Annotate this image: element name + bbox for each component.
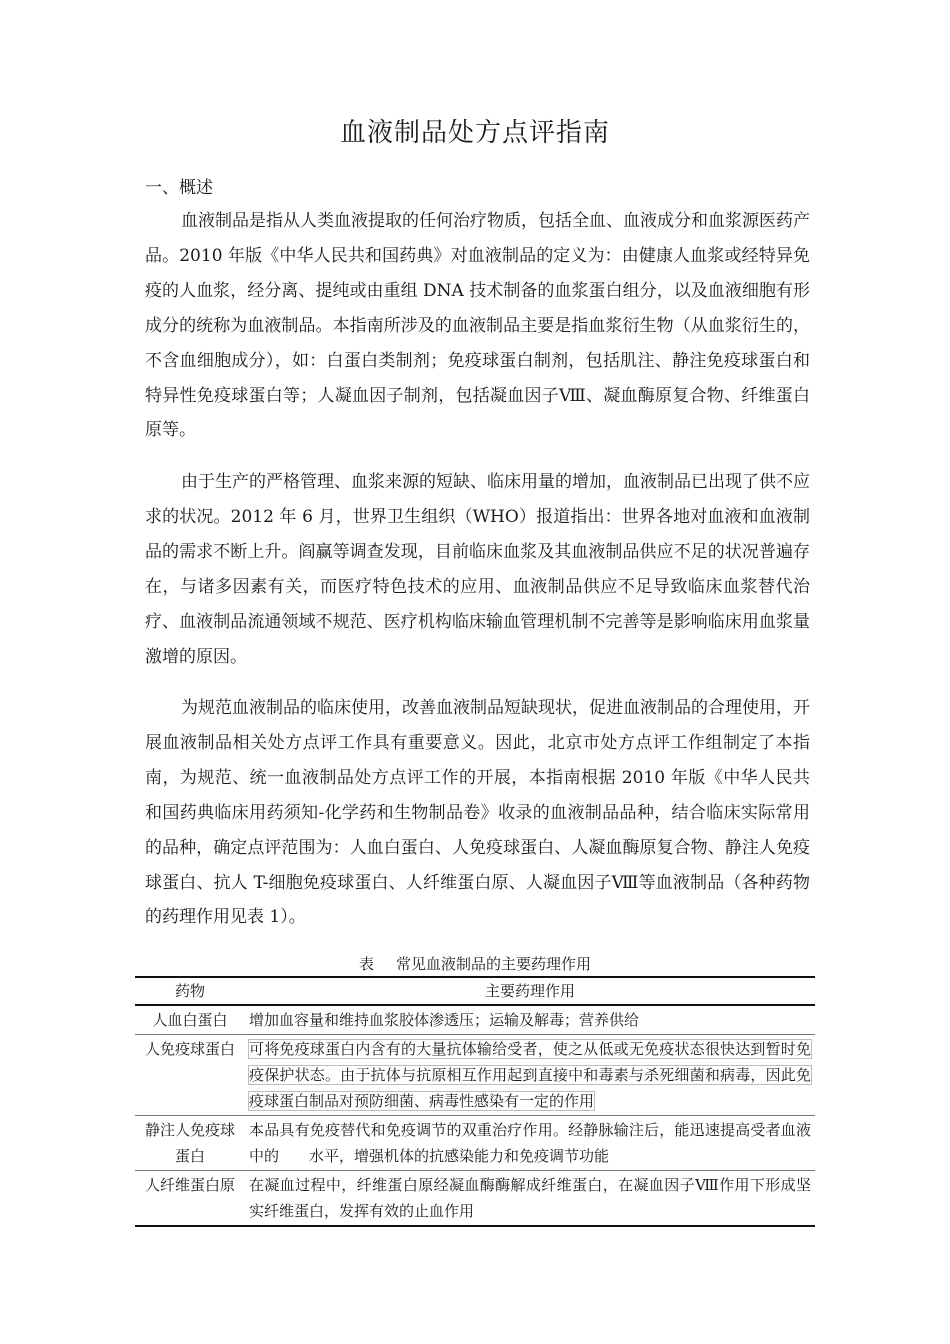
paragraph-shortage: 由于生产的严格管理、血浆来源的短缺、临床用量的增加，血液制品已出现了供不应求的状况。2012 年 6 月，世界卫生组织（WHO）报道指出：世界各地对血液和血液制品的需求不断上升。阎赢等调查发现，目前临床血浆及其血液制品供应不足的状况普遍存在，与诸多因素有关，而医疗特色技术的应用、血液制品供应不足导致临床血浆替代治疗、血液制品流通领域不规范、医疗机构临床输血管理机制不完善等是影响临床用血浆量激增的原因。: [145, 472, 810, 667]
drug-name: 人纤维蛋白原: [144, 1176, 235, 1194]
drug-effect: [245, 1035, 815, 1116]
header-drug: 药物: [135, 977, 245, 1005]
document-title: 血液制品处方点评指南: [339, 118, 610, 148]
table-row: [135, 1171, 815, 1227]
drug-name: 静注人免疫球蛋白: [144, 1121, 235, 1165]
header-effect: 主要药理作用: [245, 977, 815, 1005]
paragraph-purpose: 为规范血液制品的临床使用，改善血液制品短缺现状，促进血液制品的合理使用，开展血液制品相关处方点评工作具有重要意义。因此，北京市处方点评工作组制定了本指南，为规范、统一血液制品处方点评工作的开展，本指南根据 2010 年版《中华人民共和国药典临床用药须知-化学药和生物制品卷》收录的血液制品品种，结合临床实际常用的品种，确定点评范围为：人血白蛋白、人免疫球蛋白、人凝血酶原复合物、静注人免疫球蛋白、抗人 T-细胞免疫球蛋白、人纤维蛋白原、人凝血因子Ⅷ等血液制品（各种药物的药理作用见表 1）。: [145, 698, 810, 928]
drug-name: 人血白蛋白: [152, 1011, 228, 1029]
drug-effect-part-2: 水平，增强机体的抗感染能力和免疫调节功能: [309, 1147, 610, 1165]
paragraph-definition: 血液制品是指从人类血液提取的任何治疗物质，包括全血、血液成分和血浆源医药产品。2010 年版《中华人民共和国药典》对血液制品的定义为：由健康人血浆或经特异免疫的人血浆，经分离、提纯或由重组 DNA 技术制备的血浆蛋白组分，以及血液细胞有形成分的统称为血液制品。本指南所涉及的血液制品主要是指血浆衍生物（从血浆衍生的，不含血细胞成分），如：白蛋白类制剂；免疫球蛋白制剂，包括肌注、静注免疫球蛋白和特异性免疫球蛋白等；人凝血因子制剂，包括凝血因子Ⅷ、凝血酶原复合物、纤维蛋白原等。: [145, 211, 810, 441]
table-caption-text: 常见血液制品的主要药理作用: [396, 955, 592, 973]
drug-effect-text: 可将免疫球蛋白内含有的大量抗体输给受者，使之从低或无免疫状态很快达到暂时免疫保护状态。由于抗体与抗原相互作用起到直接中和毒素与杀死细菌和病毒，因此免疫球蛋白制品对预防细菌、病毒性感染有一定的作用: [249, 1040, 811, 1110]
table-header-row: [135, 977, 815, 1005]
pharmacology-table: [135, 976, 815, 1227]
table-row: [135, 1116, 815, 1171]
drug-effect-part-1: 本品具有免疫替代和免疫调节的双重治疗作用。经静脉输注后，能迅速提高受者血液中的: [249, 1121, 811, 1165]
table-caption-label: 表: [358, 955, 374, 973]
drug-effect: 在凝血过程中，纤维蛋白原经凝血酶酶解成纤维蛋白，在凝血因子Ⅷ作用下形成坚实纤维蛋白，发挥有效的止血作用: [249, 1176, 811, 1220]
drug-effect: [245, 1116, 815, 1171]
section-heading: 一、概述: [145, 178, 213, 198]
table-row: [135, 1035, 815, 1116]
table-caption: [0, 953, 950, 974]
table-row: [135, 1005, 815, 1035]
drug-effect: 增加血容量和维持血浆胶体渗透压；运输及解毒；营养供给: [249, 1011, 640, 1029]
drug-name: 人免疫球蛋白: [144, 1040, 235, 1058]
